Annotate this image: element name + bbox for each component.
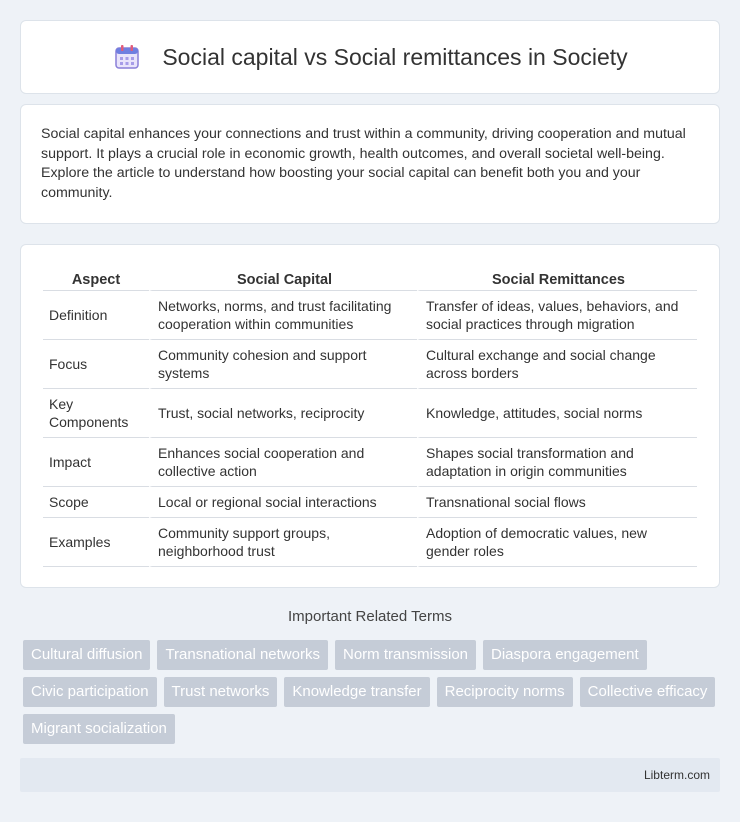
row-aspect: Impact — [43, 438, 149, 487]
row-social-capital: Community cohesion and support systems — [149, 340, 417, 389]
related-term-tag[interactable]: Migrant socialization — [23, 714, 175, 744]
row-aspect: Scope — [43, 487, 149, 518]
row-social-capital: Community support groups, neighborhood trust — [149, 518, 417, 567]
header-social-remittances: Social Remittances — [417, 265, 697, 291]
table-row — [43, 518, 697, 567]
calendar-icon — [112, 42, 142, 72]
row-social-capital: Local or regional social interactions — [149, 487, 417, 518]
table-row — [43, 340, 697, 389]
header-social-capital: Social Capital — [149, 265, 417, 291]
table-row — [43, 487, 697, 518]
page-title: Social capital vs Social remittances in Society — [162, 43, 628, 70]
row-social-remittances: Adoption of democratic values, new gender roles — [417, 518, 697, 567]
related-term-tag[interactable]: Diaspora engagement — [483, 640, 647, 670]
table-row — [43, 438, 697, 487]
row-social-remittances: Transnational social flows — [417, 487, 697, 518]
related-term-tag[interactable]: Transnational networks — [157, 640, 328, 670]
related-term-tag[interactable]: Cultural diffusion — [23, 640, 150, 670]
related-terms-title: Important Related Terms — [288, 608, 452, 625]
row-aspect: Examples — [43, 518, 149, 567]
row-aspect: Key Components — [43, 389, 149, 438]
row-aspect: Definition — [43, 291, 149, 340]
related-term-tag[interactable]: Civic participation — [23, 677, 157, 707]
row-social-capital: Trust, social networks, reciprocity — [149, 389, 417, 438]
footer — [20, 758, 720, 792]
row-social-remittances: Knowledge, attitudes, social norms — [417, 389, 697, 438]
intro-card — [20, 104, 720, 224]
related-term-tag[interactable]: Knowledge transfer — [284, 677, 429, 707]
footer-site-link[interactable]: Libterm.com — [643, 768, 710, 782]
related-term-tag[interactable]: Collective efficacy — [580, 677, 716, 707]
row-social-capital: Enhances social cooperation and collective action — [149, 438, 417, 487]
row-social-remittances: Transfer of ideas, values, behaviors, and social practices through migration — [417, 291, 697, 340]
table-row — [43, 389, 697, 438]
intro-text: Social capital enhances your connections and trust within a community, driving cooperation and mutual support. It plays a crucial role in economic growth, health outcomes, and overall societal well-being. Explore the article to understand how boosting your social capital can benefit both you and your community. — [41, 126, 686, 201]
header-aspect: Aspect — [43, 265, 149, 291]
related-term-tag[interactable]: Trust networks — [164, 677, 278, 707]
title-card — [20, 20, 720, 94]
table-header-row — [43, 265, 697, 291]
row-social-remittances: Shapes social transformation and adaptation in origin communities — [417, 438, 697, 487]
row-aspect: Focus — [43, 340, 149, 389]
related-terms-list — [23, 640, 723, 744]
row-social-capital: Networks, norms, and trust facilitating cooperation within communities — [149, 291, 417, 340]
comparison-card — [20, 244, 720, 588]
row-social-remittances: Cultural exchange and social change across borders — [417, 340, 697, 389]
comparison-table — [43, 265, 697, 567]
related-term-tag[interactable]: Norm transmission — [335, 640, 476, 670]
table-row — [43, 291, 697, 340]
related-term-tag[interactable]: Reciprocity norms — [437, 677, 573, 707]
